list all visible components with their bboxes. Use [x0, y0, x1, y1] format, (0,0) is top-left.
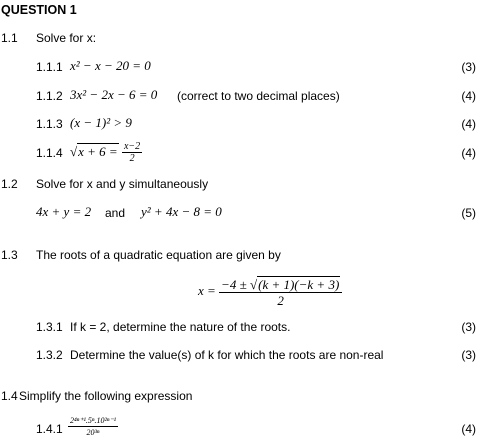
q1-3-1-marks: (3): [461, 320, 476, 334]
q1-1-4-equation: [70, 139, 142, 165]
q1-1-1-number: 1.1.1: [36, 60, 63, 74]
q1-2-instruction: Solve for x and y simultaneously: [36, 177, 209, 191]
q1-3-number: 1.3: [1, 248, 18, 262]
q1-4-1-marks: (4): [461, 422, 476, 436]
sqrt-radicand: x + 6 =: [78, 144, 118, 159]
q1-1-2-number: 1.1.2: [36, 89, 63, 103]
q1-4-instruction: Simplify the following expression: [19, 389, 193, 403]
exponent-numerator: 2⁴ⁿ⁺¹.5ⁿ.10²ⁿ⁻¹: [70, 416, 116, 426]
q1-4-1-expression: [68, 413, 118, 439]
q1-4-1-number: 1.4.1: [36, 422, 63, 436]
sqrt-sign: √: [249, 276, 258, 292]
q1-1-1-marks: (3): [461, 60, 476, 74]
q1-3-1-text: If k = 2, determine the nature of the roots.: [70, 320, 291, 334]
formula-lhs: x =: [198, 283, 216, 298]
q1-2-equation-2: y² + 4x − 8 = 0: [141, 204, 222, 219]
q1-3-2-text: Determine the value(s) of k for which the roots are non-real: [70, 348, 384, 362]
formula-numerator: [219, 277, 342, 293]
question-title: QUESTION 1: [1, 3, 77, 17]
q1-1-number: 1.1: [1, 31, 18, 45]
q1-1-3-number: 1.1.3: [36, 117, 63, 131]
q1-2-number: 1.2: [1, 177, 18, 191]
q1-1-3-marks: (4): [461, 117, 476, 131]
q1-2-and: and: [105, 206, 126, 220]
q1-1-3-equation: (x − 1)² > 9: [70, 115, 132, 130]
q1-1-2-marks: (4): [461, 89, 476, 103]
formula-radicand: (k + 1)(−k + 3): [258, 276, 340, 292]
exponent-denominator: 20³ⁿ: [86, 428, 100, 438]
q1-4-number: 1.4: [1, 389, 18, 403]
q1-3-2-marks: (3): [461, 348, 476, 362]
fraction-denominator: 2: [129, 153, 135, 165]
q1-1-2-equation: 3x² − 2x − 6 = 0: [70, 87, 158, 102]
q1-3-instruction: The roots of a quadratic equation are given by: [36, 248, 281, 262]
formula-denominator: 2: [277, 292, 284, 308]
exponent-fraction: [68, 415, 118, 439]
fraction-numerator: x−2: [123, 141, 141, 153]
q1-1-4-marks: (4): [461, 146, 476, 160]
q1-2-equation-1: 4x + y = 2: [36, 204, 92, 219]
q1-1-1-equation: x² − x − 20 = 0: [70, 58, 151, 73]
q1-3-1-number: 1.3.1: [36, 320, 63, 334]
q1-2-marks: (5): [461, 206, 476, 220]
quadratic-formula: [198, 274, 342, 308]
q1-3-2-number: 1.3.2: [36, 348, 63, 362]
sqrt-sign: √: [70, 144, 78, 159]
formula-numerator-prefix: −4 ±: [221, 276, 247, 292]
q1-1-instruction: Solve for x:: [36, 31, 97, 45]
q1-1-2-note: (correct to two decimal places): [177, 89, 340, 103]
formula-fraction: [219, 277, 342, 308]
fraction: [122, 141, 142, 165]
q1-1-4-number: 1.1.4: [36, 146, 63, 160]
